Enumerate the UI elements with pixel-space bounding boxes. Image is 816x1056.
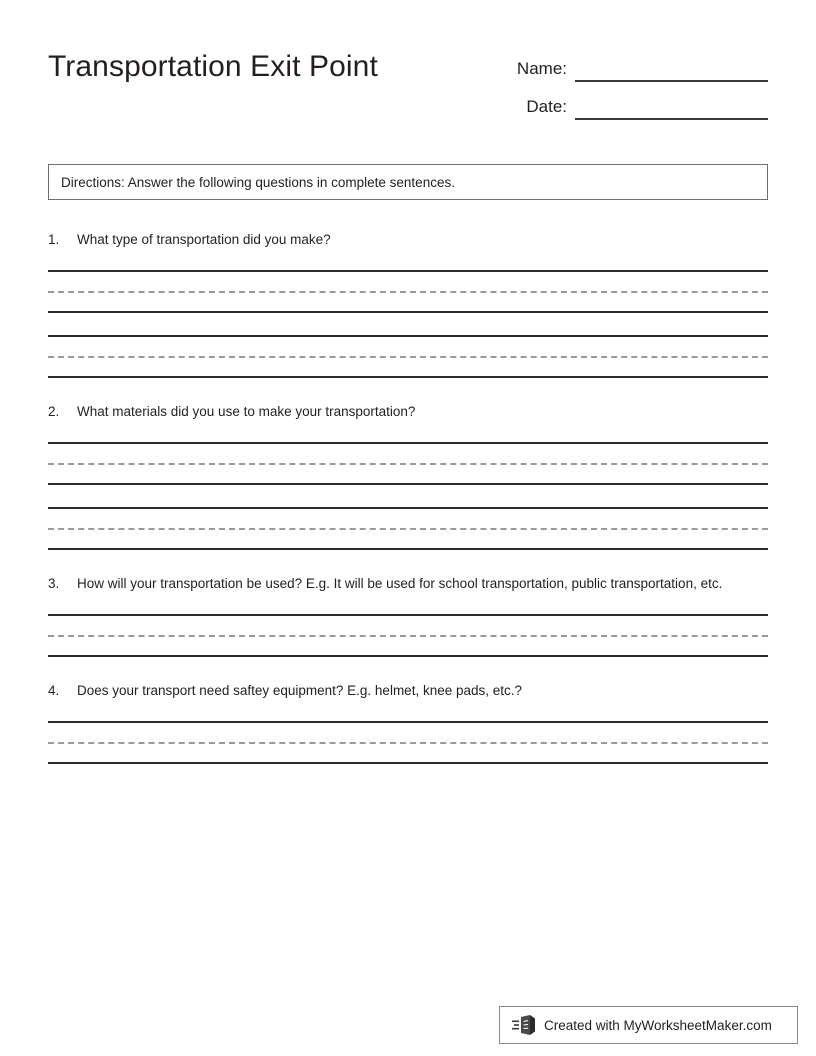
writing-line-midline-dashed	[48, 463, 768, 465]
writing-row[interactable]	[48, 507, 768, 550]
writing-row-gap	[48, 485, 768, 507]
question-prompt	[48, 402, 768, 422]
question-block	[48, 402, 768, 550]
writing-row[interactable]	[48, 614, 768, 657]
writing-row-gap	[48, 313, 768, 335]
writing-line-top	[48, 614, 768, 616]
answer-writing-area[interactable]	[48, 721, 768, 764]
writing-line-top	[48, 721, 768, 723]
writing-line-baseline	[48, 376, 768, 378]
answer-writing-area[interactable]	[48, 614, 768, 657]
writing-line-baseline	[48, 548, 768, 550]
writing-row[interactable]	[48, 335, 768, 378]
question-text: Does your transport need saftey equipment? E.g. helmet, knee pads, etc.?	[77, 683, 523, 698]
date-field-input[interactable]	[575, 117, 768, 120]
writing-line-baseline	[48, 311, 768, 313]
writing-line-midline-dashed	[48, 291, 768, 293]
writing-line-top	[48, 442, 768, 444]
writing-line-top	[48, 270, 768, 272]
writing-row[interactable]	[48, 270, 768, 313]
writing-line-midline-dashed	[48, 742, 768, 744]
question-prompt	[48, 230, 768, 250]
name-field-label: Name:	[516, 59, 567, 78]
name-field-input[interactable]	[575, 79, 768, 82]
answer-writing-area[interactable]	[48, 442, 768, 550]
writing-row[interactable]	[48, 442, 768, 485]
writing-row[interactable]	[48, 721, 768, 764]
question-text: How will your transportation be used? E.g. It will be used for school transportation, public transportation, etc.	[77, 576, 723, 591]
writing-line-midline-dashed	[48, 635, 768, 637]
writing-line-top	[48, 335, 768, 337]
question-block	[48, 681, 768, 764]
question-number: 1.	[48, 232, 60, 247]
writing-line-baseline	[48, 483, 768, 485]
writing-line-baseline	[48, 655, 768, 657]
question-text: What type of transportation did you make?	[77, 232, 331, 247]
answer-writing-area[interactable]	[48, 270, 768, 378]
writing-line-midline-dashed	[48, 528, 768, 530]
question-prompt	[48, 574, 768, 594]
created-with-badge-text: Created with MyWorksheetMaker.com	[544, 1017, 772, 1033]
question-number: 4.	[48, 683, 60, 698]
question-block	[48, 574, 768, 657]
date-field-label: Date:	[526, 97, 567, 116]
question-text: What materials did you use to make your transportation?	[77, 404, 416, 419]
page-title: Transportation Exit Point	[48, 50, 378, 83]
questions-list	[48, 230, 768, 764]
writing-line-midline-dashed	[48, 356, 768, 358]
worksheet-header	[48, 44, 768, 124]
directions-text: Directions: Answer the following questions in complete sentences.	[61, 174, 455, 190]
date-field-row	[478, 82, 768, 120]
student-info-fields	[478, 44, 768, 120]
worksheet-maker-logo-icon	[512, 1014, 538, 1036]
created-with-badge[interactable]	[499, 1006, 798, 1044]
writing-line-top	[48, 507, 768, 509]
question-number: 2.	[48, 404, 60, 419]
question-block	[48, 230, 768, 378]
question-number: 3.	[48, 576, 60, 591]
directions-box	[48, 164, 768, 200]
writing-line-baseline	[48, 762, 768, 764]
name-field-row	[478, 44, 768, 82]
question-prompt	[48, 681, 768, 701]
